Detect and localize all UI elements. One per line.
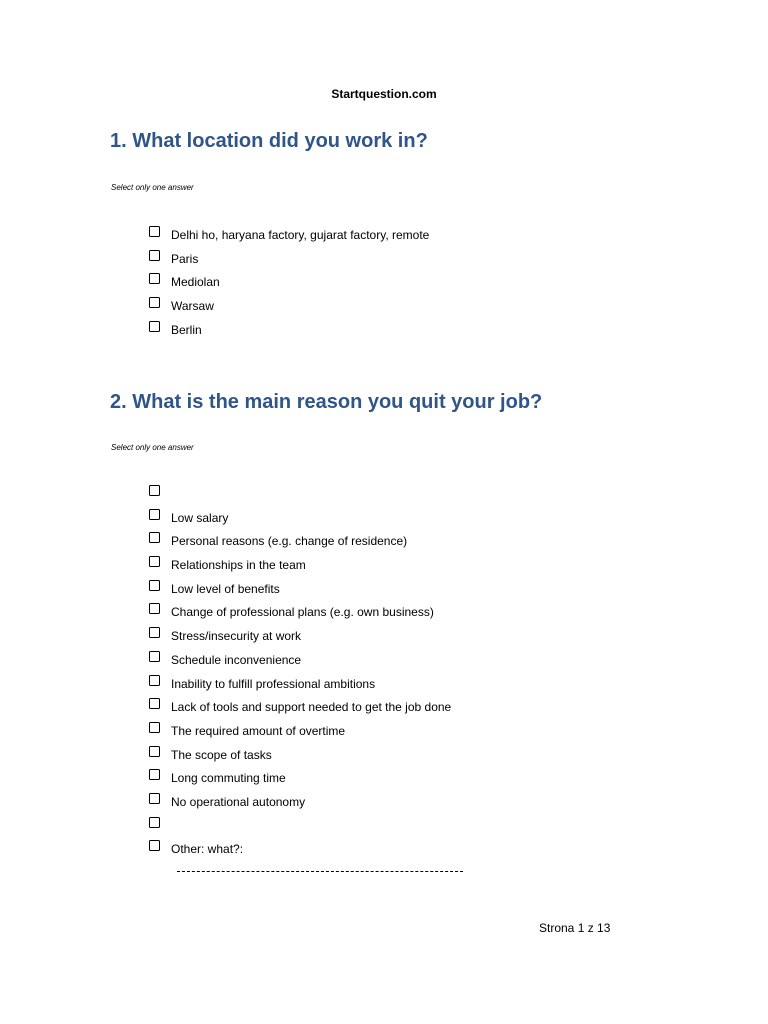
question-1-title: 1. What location did you work in? — [110, 130, 428, 152]
question-1-hint: Select only one answer — [111, 183, 194, 192]
checkbox[interactable] — [149, 769, 160, 780]
option-label: The scope of tasks — [171, 747, 272, 762]
checkbox[interactable] — [149, 297, 160, 308]
option-label: Warsaw — [171, 299, 214, 314]
page-header: Startquestion.com — [331, 87, 437, 101]
page-number: Strona 1 z 13 — [539, 921, 611, 935]
option-label: Stress/insecurity at work — [171, 629, 302, 644]
checkbox[interactable] — [149, 698, 160, 709]
checkbox[interactable] — [149, 485, 160, 496]
checkbox[interactable] — [149, 722, 160, 733]
option-label: Mediolan — [171, 275, 220, 290]
checkbox[interactable] — [149, 651, 160, 662]
checkbox[interactable] — [149, 580, 160, 591]
option-label: Berlin — [171, 322, 202, 337]
option-label: Relationships in the team — [171, 558, 306, 573]
option-label: Other: what?: — [171, 842, 244, 857]
checkbox[interactable] — [149, 250, 160, 261]
question-2-hint: Select only one answer — [111, 443, 194, 452]
option-label: No operational autonomy — [171, 794, 306, 809]
option-label: Low level of benefits — [171, 581, 280, 596]
checkbox[interactable] — [149, 509, 160, 520]
checkbox[interactable] — [149, 321, 160, 332]
checkbox[interactable] — [149, 556, 160, 567]
other-answer-line[interactable] — [177, 870, 463, 872]
checkbox[interactable] — [149, 746, 160, 757]
checkbox[interactable] — [149, 840, 160, 851]
option-label: Personal reasons (e.g. change of residence) — [171, 534, 408, 549]
option-label: Delhi ho, haryana factory, gujarat factory, remote — [171, 228, 430, 242]
option-label: The required amount of overtime — [171, 723, 346, 738]
option-label: Low salary — [171, 510, 229, 525]
checkbox[interactable] — [149, 603, 160, 614]
checkbox[interactable] — [149, 273, 160, 284]
option-label: Long commuting time — [171, 771, 286, 786]
checkbox[interactable] — [149, 675, 160, 686]
option-label: Lack of tools and support needed to get the job done — [171, 700, 452, 715]
checkbox[interactable] — [149, 226, 160, 237]
option-label: Schedule inconvenience — [171, 652, 302, 667]
checkbox[interactable] — [149, 532, 160, 543]
checkbox[interactable] — [149, 817, 160, 828]
checkbox[interactable] — [149, 793, 160, 804]
option-label: Change of professional plans (e.g. own business) — [171, 605, 434, 620]
checkbox[interactable] — [149, 627, 160, 638]
question-2-title: 2. What is the main reason you quit your job? — [110, 391, 543, 413]
option-label: Paris — [171, 251, 199, 266]
option-label: Inability to fulfill professional ambitions — [171, 676, 376, 691]
